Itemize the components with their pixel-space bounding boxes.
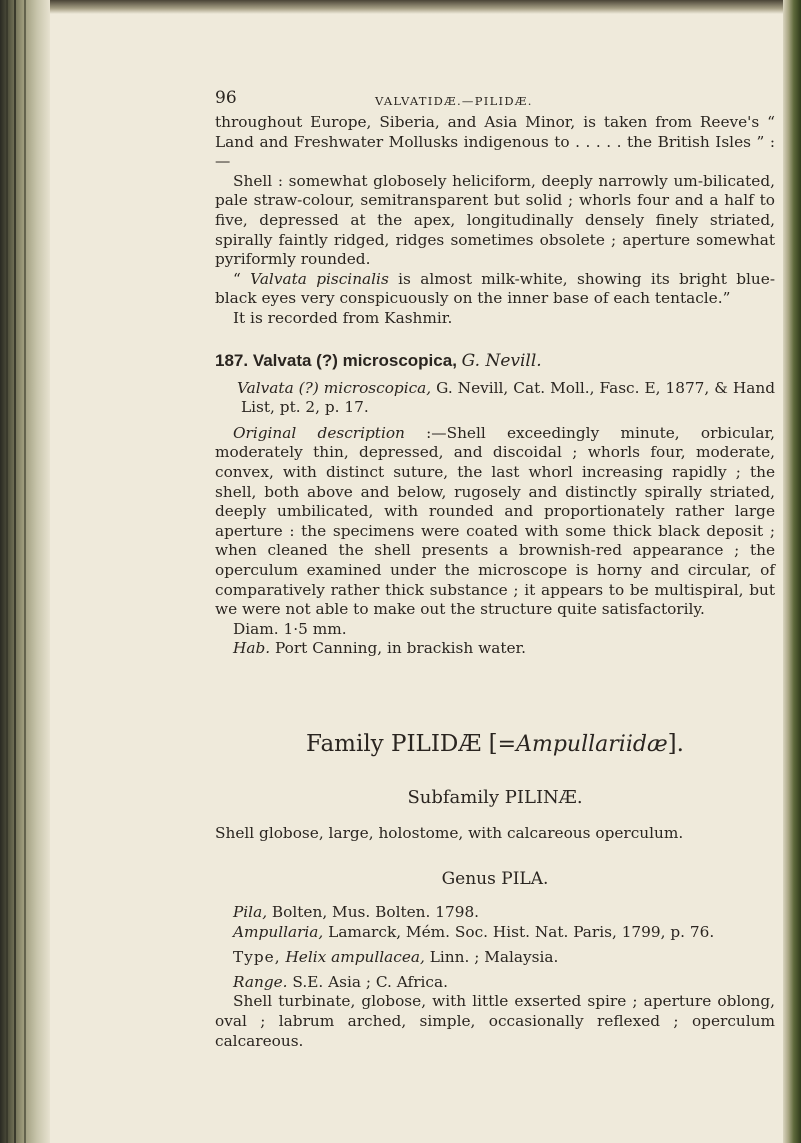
paragraph-kashmir: It is recorded from Kashmir. (233, 308, 453, 327)
diameter: Diam. 1·5 mm. (233, 619, 347, 638)
type-line: Type, Helix ampullacea, Linn. ; Malaysia. (233, 948, 559, 967)
page-right-edge (783, 0, 801, 1143)
species-section (215, 351, 775, 659)
family-heading: Family PILIDÆ [=Ampullariidæ]. (306, 731, 684, 757)
genus-heading: Genus PILA. (441, 869, 549, 889)
body-block-1 (215, 113, 775, 329)
species-italic: Valvata piscinalis (250, 269, 389, 288)
ampullaria-reference: Ampullaria, Lamarck, Mém. Soc. Hist. Nat. Paris, 1799, p. 76. (233, 922, 715, 941)
habitat-label: Hab. (233, 639, 271, 658)
genus-section (215, 903, 775, 1051)
running-head: VALVATIDÆ.—PILIDÆ. (375, 94, 533, 108)
genus-description: Shell turbinate, globose, with little exserted spire ; aperture oblong, oval ; labrum arched, simple, occasionally reflexed ; operculum calcareous. (215, 992, 775, 1050)
binding-line (24, 0, 26, 1143)
species-heading (215, 351, 775, 372)
page-top-shadow (50, 0, 783, 14)
subfamily-description: Shell globose, large, holostome, with calcareous operculum. (215, 824, 684, 842)
page-number: 96 (215, 88, 237, 108)
binding-line (6, 0, 8, 1143)
original-description-label: Original description (233, 423, 405, 442)
book-binding-edge (0, 0, 50, 1143)
species-name: Valvata (?) microscopica, (252, 351, 457, 370)
paragraph-quote: “ Valvata piscinalis is almost milk-white, showing its bright blue-black eyes very conspicuously on the inner base of each tentacle.” (215, 269, 776, 308)
family-synonym: =Ampullariidæ (497, 732, 668, 757)
range-line: Range. S.E. Asia ; C. Africa. (233, 972, 448, 991)
species-number: 187. (215, 351, 249, 370)
pila-reference: Pila, Bolten, Mus. Bolten. 1798. (233, 903, 480, 921)
binding-line (14, 0, 16, 1143)
paragraph-continuation: throughout Europe, Siberia, and Asia Minor, is taken from Reeve's “ Land and Freshwater Mollusks indigenous to . . . . . the British Isles ” :— (215, 113, 775, 171)
paragraph-shell: Shell : somewhat globosely heliciform, deeply narrowly um-bilicated, pale straw-colour, semitransparent but solid ; whorls four and a half to five, depressed at the apex, longitudinally densely finely striated, spirally faintly ridged, ridges sometimes obsolete ; aperture somewhat pyriformly rounded. (215, 171, 775, 269)
original-description: Original description :—Shell exceedingly minute, orbicular, moderately thin, depressed, and discoidal ; whorls four, moderate, convex, with distinct suture, the last whorl increasing rapidly ; the shell, both above and below, rugosely and distinctly spirally striated, deeply umbilicated, with rounded and proportionately rather large aperture : the specimens were coated with some thick black deposit ; when cleaned the shell presents a brownish-red appearance ; the operculum examined under the microscope is horny and circular, of comparatively rather thick substance ; it appears to be multispiral, but we were not able to make out the structure quite satisfactorily. (215, 423, 775, 619)
species-reference: Valvata (?) microscopica, G. Nevill, Cat. Moll., Fasc. E, 1877, & Hand List, pt. 2, p. 17. (237, 378, 775, 417)
species-author: G. Nevill. (461, 351, 542, 371)
subfamily-heading: Subfamily PILINÆ. (407, 787, 583, 808)
habitat: Hab. Port Canning, in brackish water. (233, 639, 527, 658)
